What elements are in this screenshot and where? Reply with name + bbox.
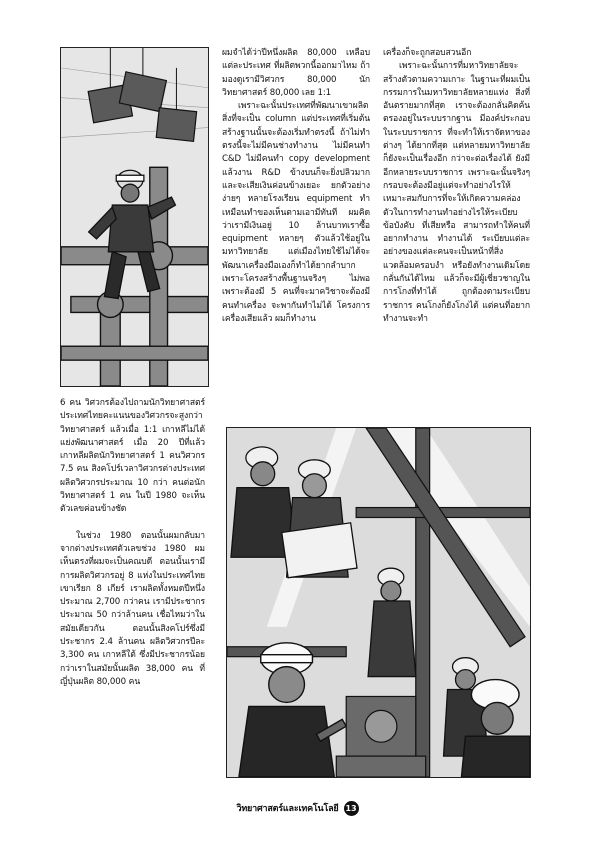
page-footer [0,800,595,816]
paragraph: เพราะฉะนั้นประเทศที่พัฒนาเขาผลิตสิ่งที่จะเป็น column แต่ประเทศที่เริ่มต้นสร้างฐานนั้นจะต้องเริ่มทำตรงนี้ ถ้าไม่ทำตรงนี้จะไม่มีคนช่างทำงาน ไม่มีคนทำ C&D ไม่มีคนทำ copy development แล้วงาน R&D ข้างบนก็จะยิ่งปลิวมากและจะเสียเงินค่อนข้างเยอะ ยกตัวอย่างง่ายๆ หลายโรงเรียน equipment ทำเหมือนทำของเห็นตามเอามีทันที ผมคิดว่าเรามีเงินอยู่ 10 ล้านบาทเราซื้อ equipment หลายๆ ตัวแล้วใช้อยู่ในมหาวิทยาลัย แต่เมืองไทยใช้ไม่ได้จะพัฒนาเครื่องมือเองก็ทำได้ยากลำบาก เพราะโครงสร้างพื้นฐานจริงๆ ไม่พอ เพราะต้องมี 5 คนที่จะมาควิชาจะต้องมีคนทำเครื่อง จะพากันทำไม่ได้ โครงการเครื่องเสียแล้ว ผมก็ทำงาน [222,101,370,324]
magazine-name: วิทยาศาสตร์และเทคโนโลยี [236,804,339,814]
paragraph: ในช่วง 1980 ตอนนั้นผมกลับมาจากต่างประเทศตัวเลขช่วง 1980 ผมเห็นตรงที่ผมจะเป็นคณบดี ตอนนั้นเรามีการผลิตวิศวกรอยู่ 8 แห่งในประเทศไทย เขาเรียก 8 เกียร์ เราผลิตทั้งหมดปีหนึ่งประมาณ 2,700 กว่าคน เรามีประชากรประมาณ 50 กว่าล้านคน เชื่อไหมว่าในสมัยเดียวกัน ตอนนั้นสิงคโปร์ซึ่งมีประชากร 2.4 ล้านคน ผลิตวิศวกรปีละ 3,300 คน เกาหลีใต้ ซึ่งมีประชากรน้อยกว่าเราในสมัยนั้นผลิต 38,000 คน ที่ญี่ปุ่นผลิต 80,000 คน [60,530,205,687]
paragraph: เพราะฉะนั้นการที่มหาวิทยาลัยจะสร้างตัวตามความเกาะ ในฐานะที่ผมเป็นกรรมการในมหาวิทยาลัยหลายแห่ง สิ่งที่อันตรายมากที่สุด เราจะต้องกลั่นคิดค้นตรองอยู่ในระบบรากฐาน มีองค์ประกอบในระบบราชการ ที่จะทำให้เราจัดหาของต่างๆ ได้ยากที่สุด แต่หลายมหาวิทยาลัยก็ยังจะเป็นเรื่องอีก กว่าจะต่อเรื่องได้ ยังมีอีกหลายระบบราชการ เพราะฉะนั้นจริงๆ กรอบจะต้องมีอยู่แต่จะทำอย่างไรให้เหมาะสมกับการที่จะให้เกิดความคล่องตัวในการทำงานทำอย่างไรให้ระเบียบ ข้อบังคับ ที่เสียหรือ สามารถทำให้คนที่อยากทำงาน ทำงานได้ ระเบียบแต่ละอย่างของแต่ละคนจะเป็นหน้าที่สิ่งแวดล้อมครอบงำ หรือยังทำงานเดิมโดยกลั่นกันได้ไหม แล้วก็จะมีผู้เชี่ยวชาญในการโกงที่ทำได้ ถูกต้องตามระเบียบราชการ คนโกงก็ยังโกงได้ แต่คนที่อยากทำงานจะทำ [383,61,530,324]
worker-illustration-graphic [61,48,208,386]
paragraph: เครื่องก็จะถูกสอบสวนอีก [383,48,472,58]
workers-illustration-graphic [227,428,530,777]
text-column-left [60,397,205,689]
text-column-middle [222,47,370,326]
illustration-worker-on-pipes [60,47,209,387]
text-column-right [383,47,530,326]
illustration-industrial-workers [226,427,531,778]
paragraph: ผมจำได้ว่าปีหนึ่งผลิต 80,000 เหลือบแต่ละประเทศ ที่ผลิตพวกนี้ออกมาไหม ถ้ามองดูเรามีวิศวกร 80,000 นักวิทยาศาสตร์ 80,000 เลย 1:1 [222,48,370,98]
paragraph: 6 คน วิศวกรต้องไปถามนักวิทยาศาสตร์ ประเทศไทยคะแนนของวิศวกรจะสูงกว่าวิทยาศาสตร์ แล้วเมื่อ 1:1 เกาหลีไม่ได้แย่งพัฒนาศาสตร์ เมื่อ 20 ปีที่แล้วเกาหลีผลิตนักวิทยาศาสตร์ 1 คนวิศวกร 7.5 คน สิงคโปร์เวลาวิศวกรต่างประเทศผลิตวิศวกรประมาณ 10 กว่า คนต่อนักวิทยาศาสตร์ 1 คน ในปี 1980 จะเห็นตัวเลขค่อนข้างชัด [60,398,205,515]
page-number: 13 [344,801,359,816]
